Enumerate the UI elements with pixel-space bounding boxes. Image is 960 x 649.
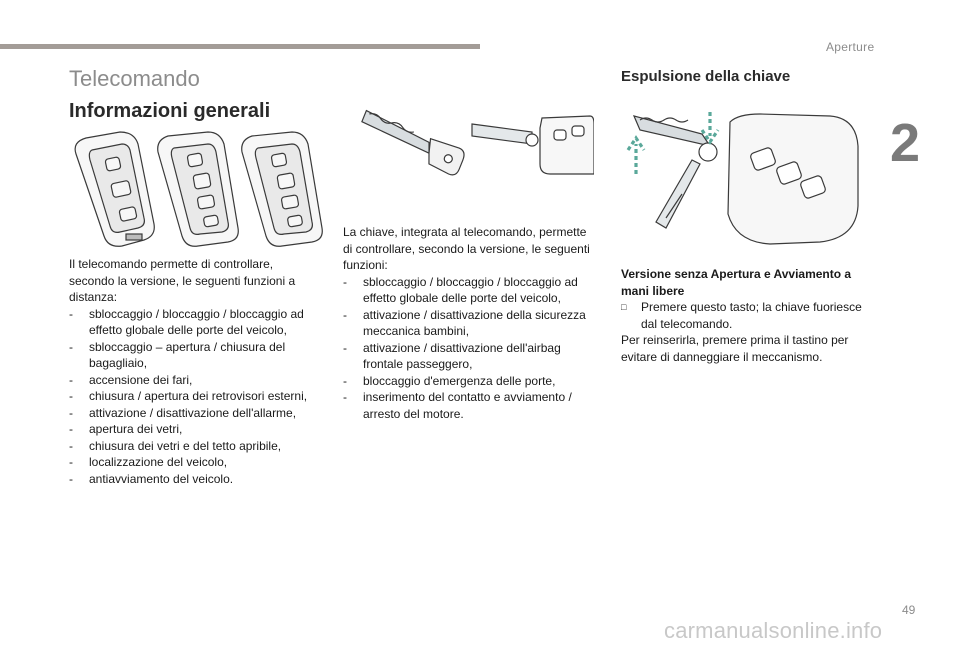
column3-heading: Espulsione della chiave	[621, 68, 791, 85]
list-item: - apertura dei vetri,	[69, 421, 319, 438]
instruction-item: □ Premere questo tasto; la chiave fuoriesce dal telecomando.	[621, 299, 871, 332]
page-number: 49	[902, 603, 916, 617]
list-item: - attivazione / disattivazione dell'airbag frontale passeggero,	[343, 340, 599, 373]
list-item: - bloccaggio d'emergenza delle porte,	[343, 373, 599, 390]
list-item: - chiusura / apertura dei retrovisori esterni,	[69, 388, 319, 405]
list-item: - accensione dei fari,	[69, 372, 319, 389]
arrow-up-icon	[628, 138, 644, 174]
header-rule	[0, 44, 480, 49]
page-title: Telecomando	[69, 66, 200, 91]
column3-instructions	[621, 299, 871, 332]
watermark: carmanualsonline.info	[664, 618, 883, 643]
list-item: - chiusura dei vetri e del tetto apribile,	[69, 438, 319, 455]
column1-list	[69, 306, 319, 488]
key-ejection-illustration	[620, 106, 865, 248]
list-item: - localizzazione del veicolo,	[69, 454, 319, 471]
column3-text	[621, 266, 871, 365]
list-item: - attivazione / disattivazione dell'allarme,	[69, 405, 319, 422]
column2-list	[343, 274, 599, 423]
integrated-key-illustration	[346, 106, 594, 186]
list-item: - sbloccaggio / bloccaggio / bloccaggio ad effetto globale delle porte del veicolo,	[69, 306, 319, 339]
list-item: - sbloccaggio – apertura / chiusura del bagagliaio,	[69, 339, 319, 372]
section-name: Aperture	[826, 40, 875, 54]
fob-3-icon	[242, 132, 323, 246]
list-item: - antiavviamento del veicolo.	[69, 471, 319, 488]
list-item: - sbloccaggio / bloccaggio / bloccaggio ad effetto globale delle porte del veicolo,	[343, 274, 599, 307]
fob-1-icon	[75, 132, 154, 246]
chapter-number: 2	[890, 113, 921, 173]
column1-intro: Il telecomando permette di controllare, secondo la versione, le seguenti funzioni a distanza:	[69, 257, 296, 304]
column1-text	[69, 256, 319, 487]
column3-subheading: Versione senza Apertura e Avviamento a mani libere	[621, 267, 852, 298]
list-item: - attivazione / disattivazione della sicurezza meccanica bambini,	[343, 307, 599, 340]
remote-fobs-illustration	[68, 128, 330, 248]
key-blade-icon	[356, 111, 467, 177]
section-heading: Informazioni generali	[69, 100, 271, 122]
key-in-fob-icon	[472, 116, 594, 174]
column3-note: Per reinserirla, premere prima il tastino per evitare di danneggiare il meccanismo.	[621, 333, 849, 364]
column2-text	[343, 224, 599, 422]
column2-intro: La chiave, integrata al telecomando, permette di controllare, secondo la versione, le seguenti funzioni:	[343, 225, 590, 272]
fob-2-icon	[158, 132, 239, 246]
list-item: - inserimento del contatto e avviamento / arresto del motore.	[343, 389, 599, 422]
